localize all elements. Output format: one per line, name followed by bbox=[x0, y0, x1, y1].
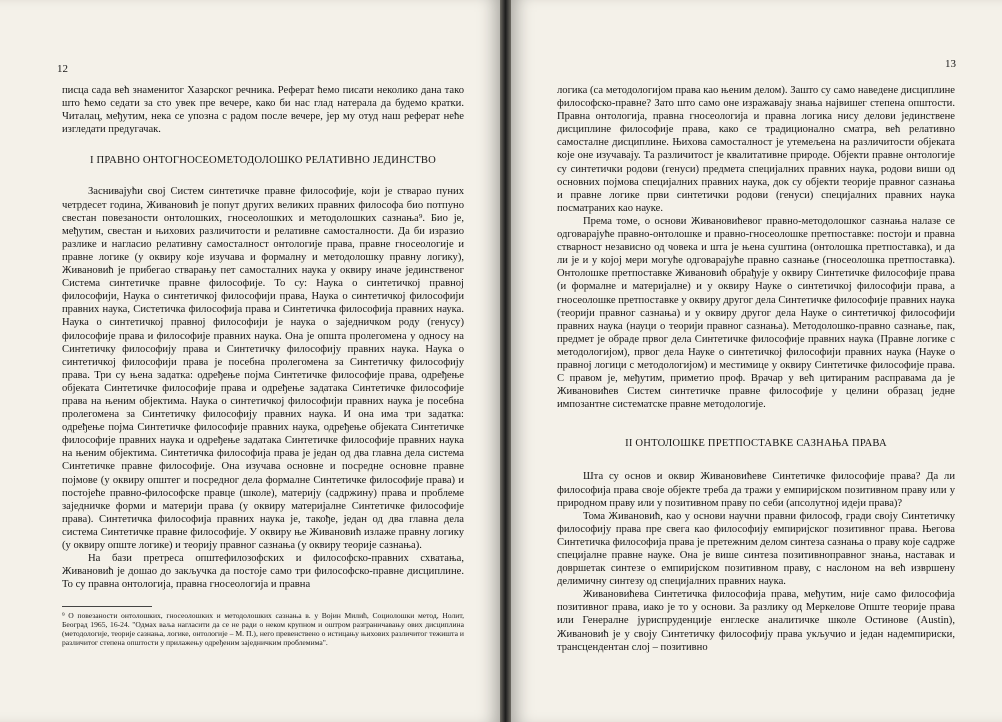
right-page bbox=[511, 0, 1002, 722]
page-number-right: 13 bbox=[945, 58, 956, 70]
opening-paragraph: писца сада већ знаменитог Хазарског речника. Реферат ћемо писати неколико дана тако што ћемо седати за сто увек пре вечере, како би нас глад натерала да будемо кратки. Читалац, међутим, нека се упозна с радом после вечере, јер му отуд наш реферат неће изгледати предугачак. bbox=[62, 85, 464, 136]
footnote-rule bbox=[62, 606, 152, 607]
footnote: ⁹ О повезаности онтолошких, гносеолошких и методолошких сазнања в. у Војин Милић, Социолошки метод, Нолит, Београд 1965, 16-24. "Одмах ваља нагласити да се не ради о неком крупном и оштром разграничавању ових дисциплина (методологије, теорије сазнања, логике, онтологије – М. П.), него превенствено о истицању њихових различитог тежишта и различитог степена општости у прилажењу одређеним заједничким проблемима". bbox=[62, 611, 464, 647]
body-paragraph: Живановићева Синтетичка философија права, међутим, није само философија позитивног права, иако је то у основи. За разлику од Меркелове Опште теорије права или Генералне јуриспруденције енглеске аналитичке школе Остинове (Austin), Живановић је у своју Синтетичку философију права укључио и један надемпириски, трансцендентан слој – позитивно bbox=[557, 589, 955, 653]
body-paragraph: Према томе, о основи Живановићевог правно-методолошког сазнања налазе се одговарајуће правно-онтолошке и правно-гносеолошке претпоставке: постоји и правна стварност независно од човека и шта је њена суштина (онтолошка претпоставка), и да ли је и у којој мери могуће одговарајуће правно сазнање (гносеолошка претпоставка). Онтолошке претпоставке Живановић обрађује у оквиру Синтетичке философије права (и формалне и материјалне) и у оквиру Науке о синтетичкој философији права, а гносеолошке претпоставке у оквиру другог дела Синтетичке философије правних наука (теорији правног сазнања) и у оквиру другог дела Науке о синтетичкој философији правних наука (науци о теорији правног сазнања). Методолошко-правно сазнање, пак, предмет је обраде првог дела Синтетичке философије правних наука (Правне логике с методологијом), првог дела Науке о синтетичкој философији правних наука (Науке о правној логици с методологијом) и местимице у оквиру Синтетичке философије права. С правом је, међутим, приметио проф. Врачар у већ цитираним расправама да је Живановићев Систем синтетичке правне философије у целини образац једне импозантне систематске правне методологије. bbox=[557, 215, 955, 411]
left-page bbox=[0, 0, 500, 722]
body-paragraph: Шта су основ и оквир Живановићеве Синтетичке философије права? Да ли философија права своје објекте треба да тражи у емпиријском позитивном праву или у природном праву или у позитивном праву по себи (апсолутној идеји права)? bbox=[557, 471, 955, 509]
body-paragraph: логика (са методологијом права као њеним делом). Зашто су само наведене дисциплине философско-правне? Зато што само оне изражавају знања највишег степена општости. Правна онтологија, правна гносеологија и правна логика нису делови јединствене дисциплине философије права, како се традиционално сматра, већ релативно самосталне дисциплине. Њихова самосталност је утемељена на различитости објеката које оне изучавају. Та различитост је квалитативне природе. Објекти правне онтологије су синтетички родови (генуси) предмета специјалних правних наука, родови виши од основних појмова специјалних правних наука, док су објекти теорије правног сазнања и правне логике први синтетички родови (генуси) специјалних правних наука посматраних као науке. bbox=[557, 85, 955, 214]
right-page-body bbox=[557, 84, 955, 654]
book-gutter bbox=[500, 0, 511, 722]
body-paragraph: Заснивајући свој Систем синтетичке правне философије, који је стварао пуних четрдесет година, Живановић је попут других великих правних философа био потпуно свестан повезаности онтолошких, гносеолошких и методолошких сазнања⁹. Био је, међутим, свестан и њихових различитости и релативне самосталности. Да би изразио разлике и нагласио релативну самосталност онтологије права, правне гносеологије и правне логике (у оквиру које изучава и формалну и методолошку правну логику), Живановић је прибегао стварању пет самосталних наука у оквиру иначе јединственог Система синтетичке правне философије. То су: Наука о синтетичкој правној философији, Наука о синтетичкој философији права, Наука о синтетичкој философији правних наука, Систетичка философија права и Синтетичка философија правних наука. Наука о синтетичкој правној философији је наука о заједничком роду (генусу) философије права и философије правних наука. Она је општа пролегомена у односу на Синтетичку философију права и Синтетичку философију правних наука. Наука о синтетичкој философији права је посебна пролегомена за Синтетичку философију права. Три су њена задатка: одређење појма Синтетичке философије права, одређење објеката Синтетичке философије права и одређење задатака Синтетичке философије права на њеним објектима. Наука о синтетичкој философији правних наука је посебна пролегомена за Синтетичку философију правних наука. И она има три задатка: одређење појма Синтетичке философије правних наука, одређење објеката Синтетичке философије правних наука и одређење задатака Синтетичке философије правних наука на њеним објектима. Синтетичка философија права је један од два главна дела система Синтетичке правне философије. Она изучава основне и посредне основне правне појмове (у оквиру општег и посредног дела формалне Синтетичке философије права) и постојеће правно-философске правце (школе), материју (садржину) права и проблеме заједничке форми и материји права (у оквиру материјалне Синтетичке философије права). Синтетичка философија правних наука је, такође, један од два главна дела система Синтетичке правне философије. У оквиру ње Живановић излаже правну логику (у оквиру опште логике) и теорију правног сазнања (у оквиру теорије сазнања). bbox=[62, 186, 464, 551]
body-paragraph: На бази претреса општефилозофских и философско-правних схватања, Живановић је дошао до закључка да постоје само три философско-правне дисциплине. То су правна онтологија, правна гносеологија и правна bbox=[62, 553, 464, 591]
page-number-left: 12 bbox=[57, 63, 68, 75]
left-page-body bbox=[62, 84, 464, 591]
section-heading-2: II ОНТОЛОШКЕ ПРЕТПОСТАВКЕ САЗНАЊА ПРАВА bbox=[625, 438, 887, 450]
body-paragraph: Тома Живановић, као у основи научни правни философ, гради своју Синтетичку философију права пре свега као философију емпиријског позитивног права. Његова Синтетичка философија права је претежним делом синтеза сазнања о праву које садрже специјалне правне науке. Она је више синтеза позитивноправног знања, наставак и довршетак синтезе о емпиријском позитивном праву, с наслоном на већ извршену делимичну синтезу од специјалних правних наука. bbox=[557, 510, 955, 588]
section-heading-1: I ПРАВНО ОНТОГНОСЕОМЕТОДОЛОШКО РЕЛАТИВНО ЈЕДИНСТВО bbox=[89, 155, 436, 167]
